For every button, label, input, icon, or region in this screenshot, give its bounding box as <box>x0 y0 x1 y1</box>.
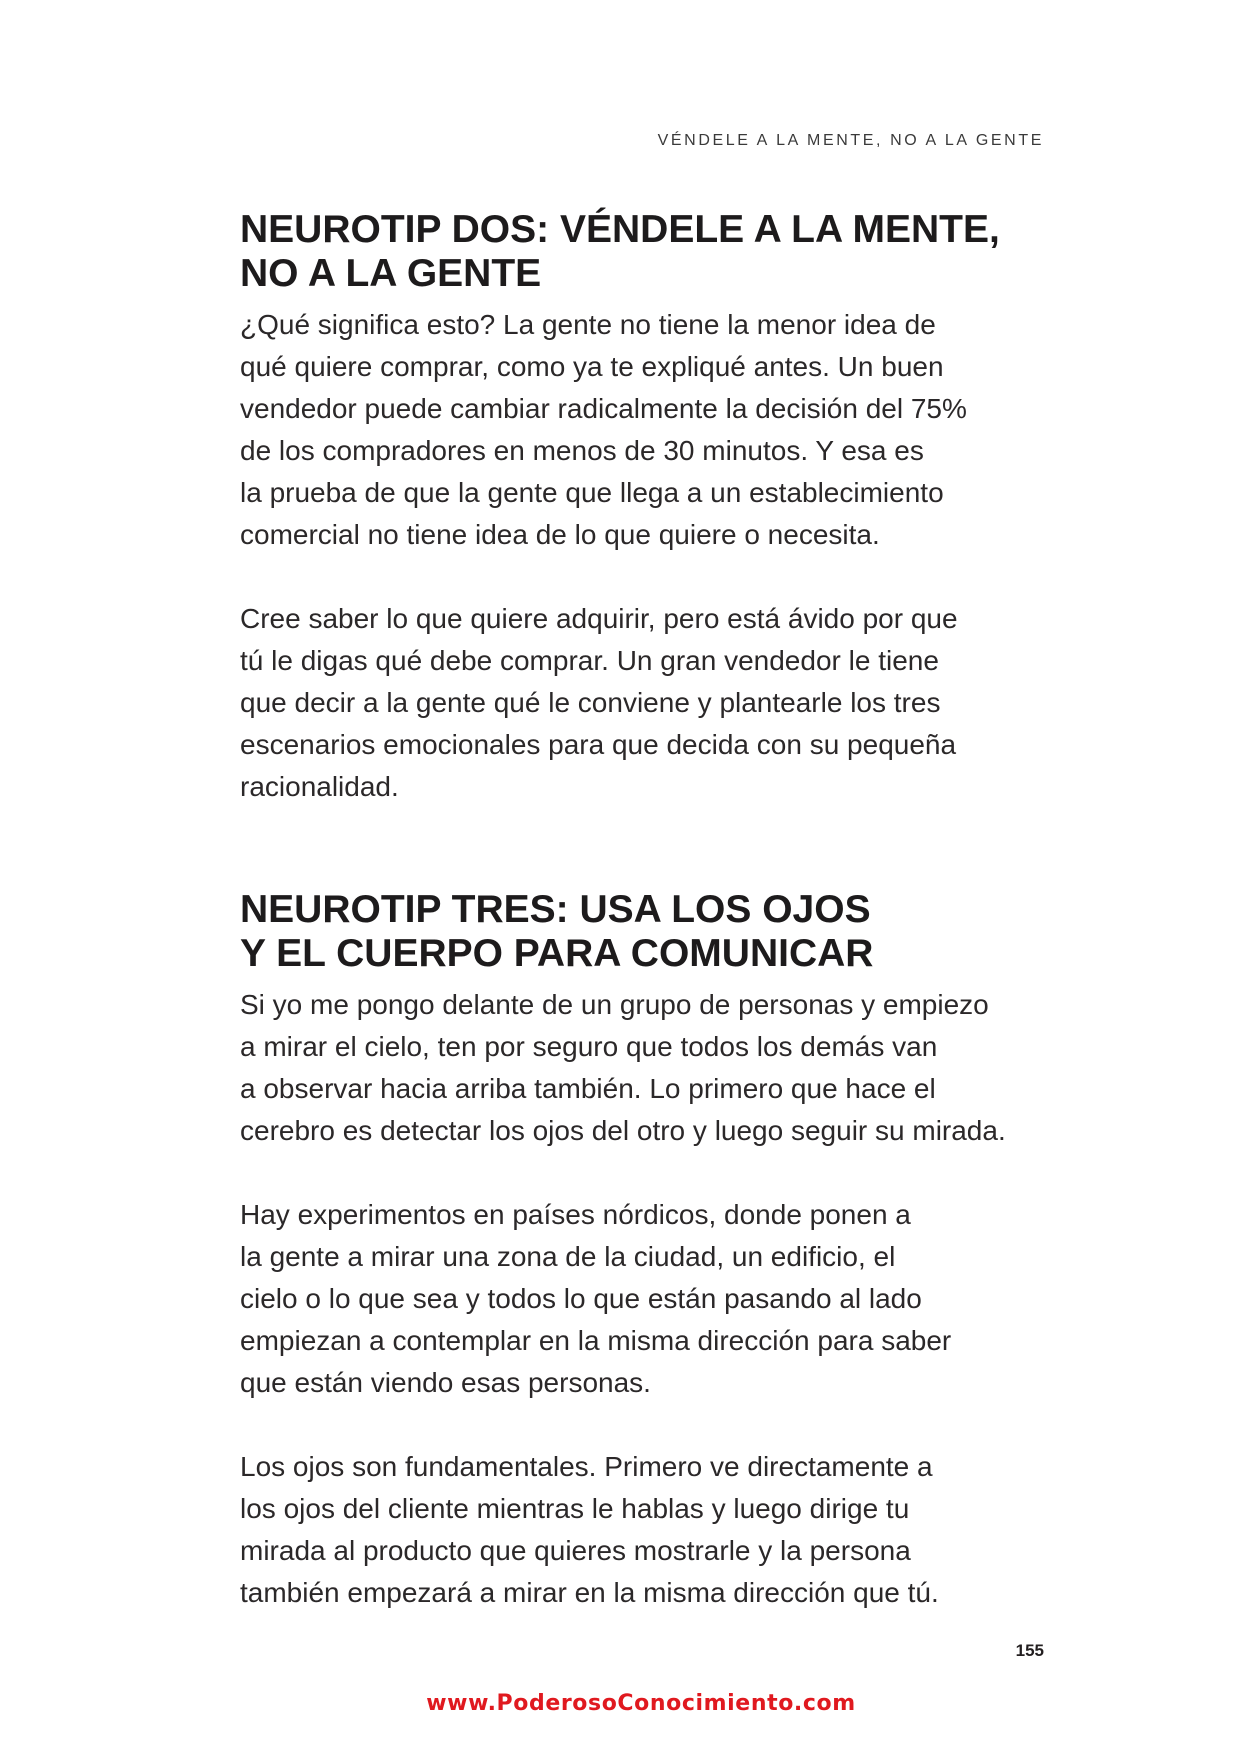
text-line: cielo o lo que sea y todos lo que están pasando al lado <box>240 1283 922 1314</box>
heading-line: NEUROTIP TRES: USA LOS OJOS <box>240 888 871 931</box>
text-line: a mirar el cielo, ten por seguro que todos los demás van <box>240 1031 938 1062</box>
text-line: que están viendo esas personas. <box>240 1367 651 1398</box>
text-line: Si yo me pongo delante de un grupo de personas y empiezo <box>240 989 989 1020</box>
text-line: comercial no tiene idea de lo que quiere o necesita. <box>240 519 880 550</box>
text-line: qué quiere comprar, como ya te expliqué antes. Un buen <box>240 351 944 382</box>
page-number: 155 <box>1015 1641 1044 1660</box>
section-heading-neurotip-dos <box>240 208 1060 296</box>
running-header: VÉNDELE A LA MENTE, NO A LA GENTE <box>657 132 1044 149</box>
text-line: cerebro es detectar los ojos del otro y luego seguir su mirada. <box>240 1115 1006 1146</box>
text-line: que decir a la gente qué le conviene y plantearle los tres <box>240 687 941 718</box>
text-line: la gente a mirar una zona de la ciudad, un edificio, el <box>240 1241 896 1272</box>
section-heading-neurotip-tres <box>240 888 1060 976</box>
page-body <box>240 208 1060 1614</box>
heading-line: NO A LA GENTE <box>240 252 542 295</box>
paragraph <box>240 984 1060 1152</box>
text-line: racionalidad. <box>240 771 399 802</box>
paragraph <box>240 1446 1060 1614</box>
text-line: ¿Qué significa esto? La gente no tiene la menor idea de <box>240 309 936 340</box>
heading-line: NEUROTIP DOS: VÉNDELE A LA MENTE, <box>240 208 1000 251</box>
text-line: mirada al producto que quieres mostrarle y la persona <box>240 1535 911 1566</box>
text-line: vendedor puede cambiar radicalmente la decisión del 75% <box>240 393 967 424</box>
text-line: empiezan a contemplar en la misma dirección para saber <box>240 1325 952 1356</box>
text-line: de los compradores en menos de 30 minutos. Y esa es <box>240 435 924 466</box>
text-line: Hay experimentos en países nórdicos, donde ponen a <box>240 1199 911 1230</box>
text-line: Cree saber lo que quiere adquirir, pero está ávido por que <box>240 603 958 634</box>
text-line: a observar hacia arriba también. Lo primero que hace el <box>240 1073 936 1104</box>
text-line: también empezará a mirar en la misma dirección que tú. <box>240 1577 939 1608</box>
text-line: los ojos del cliente mientras le hablas y luego dirige tu <box>240 1493 910 1524</box>
text-line: Los ojos son fundamentales. Primero ve directamente a <box>240 1451 933 1482</box>
text-line: escenarios emocionales para que decida con su pequeña <box>240 729 957 760</box>
text-line: la prueba de que la gente que llega a un establecimiento <box>240 477 944 508</box>
text-line: tú le digas qué debe comprar. Un gran vendedor le tiene <box>240 645 939 676</box>
website-link[interactable]: www.PoderosoConocimiento.com <box>426 1691 856 1716</box>
paragraph <box>240 598 1060 808</box>
paragraph <box>240 304 1060 556</box>
paragraph <box>240 1194 1060 1404</box>
heading-line: Y EL CUERPO PARA COMUNICAR <box>240 932 874 975</box>
